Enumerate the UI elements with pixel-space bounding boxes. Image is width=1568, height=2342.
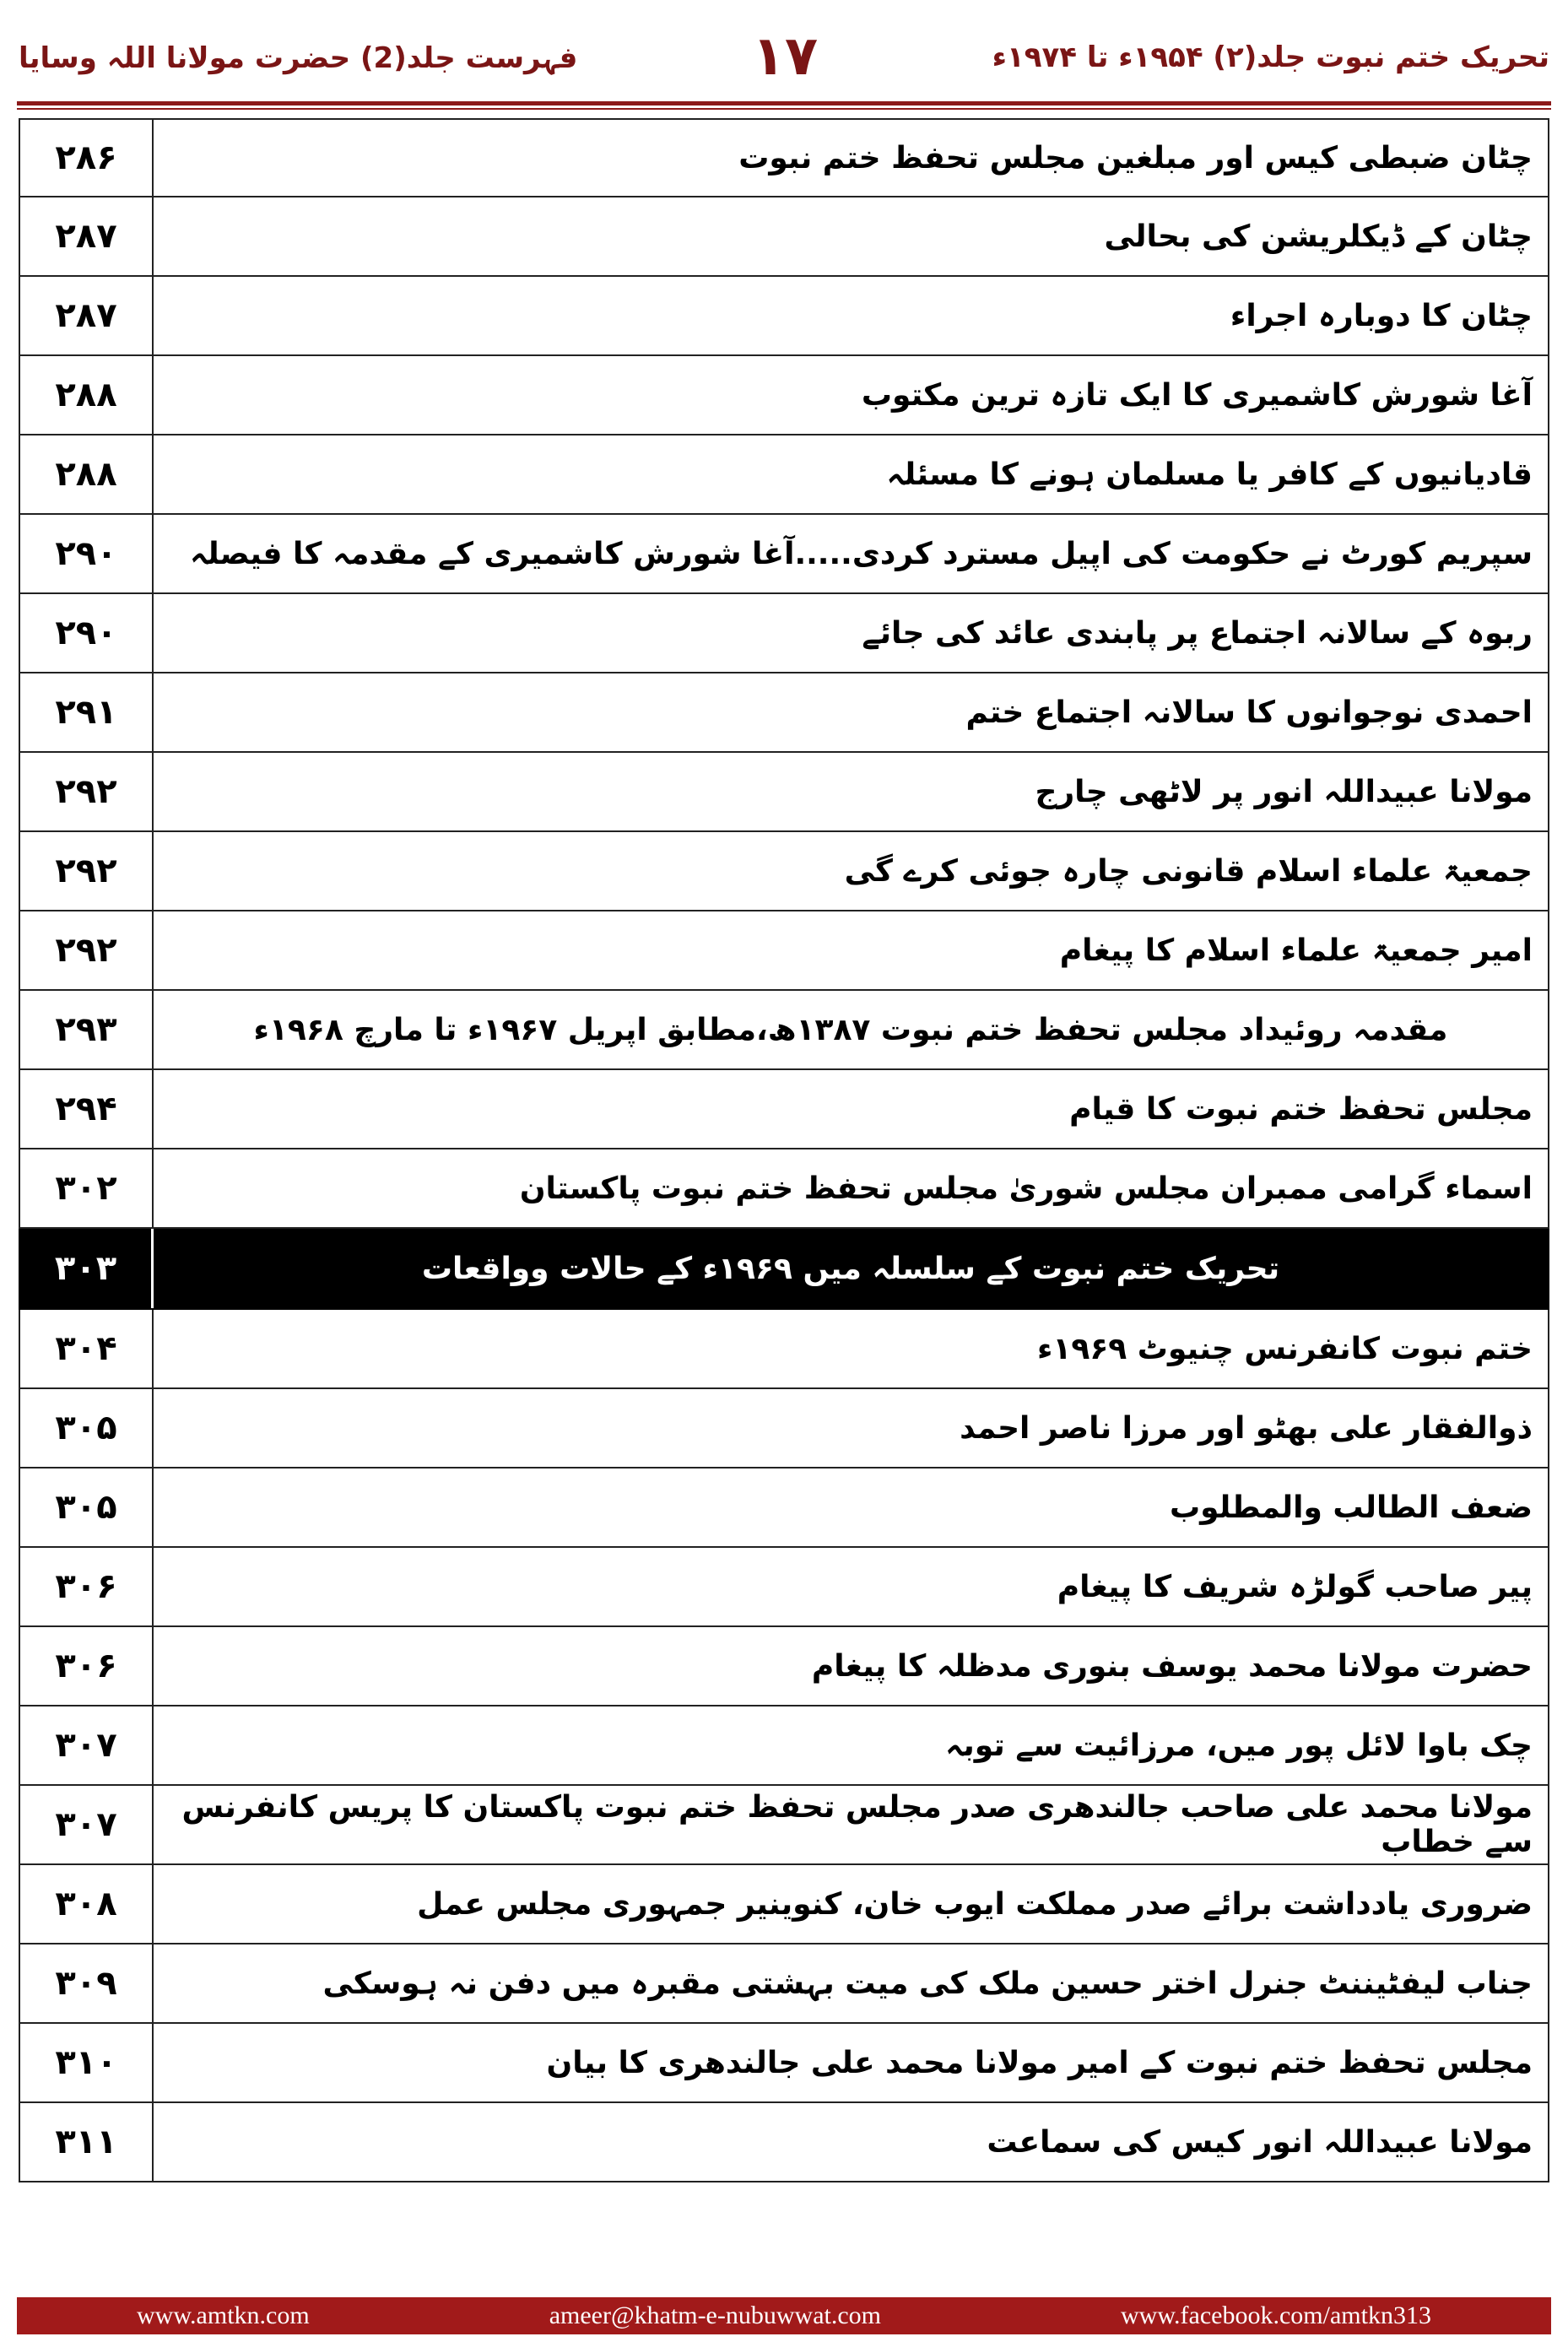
header-book-title: تحریک ختم نبوت جلد(۲) ۱۹۵۴ء تا ۱۹۷۴ء [992, 41, 1549, 74]
toc-row [19, 1389, 1549, 1468]
toc-group-a [19, 118, 1549, 991]
toc-row [19, 197, 1549, 277]
toc-row [19, 2024, 1549, 2103]
toc-page-number: ۲۸۸ [19, 356, 154, 434]
toc-row [19, 753, 1549, 832]
toc-row [19, 1310, 1549, 1389]
footer-website-link[interactable]: www.amtkn.com [137, 2301, 310, 2329]
toc-page-number: ۲۹۱ [19, 673, 154, 751]
footer-email-link[interactable]: ameer@khatm-e-nubuwwat.com [549, 2301, 881, 2329]
toc-row [19, 1786, 1549, 1865]
toc-entry-title: مجلس تحفظ ختم نبوت کے امیر مولانا محمد علی جالندھری کا بیان [154, 2024, 1549, 2101]
toc-entry-title: مولانا محمد علی صاحب جالندھری صدر مجلس تحفظ ختم نبوت پاکستان کا پریس کانفرنس سے خطاب [154, 1786, 1549, 1863]
toc-page-number: ۲۹۲ [19, 911, 154, 989]
toc-page-number: ۲۸۷ [19, 197, 154, 275]
toc-row [19, 594, 1549, 673]
toc-entry-title: ذوالفقار علی بھٹو اور مرزا ناصر احمد [154, 1389, 1549, 1467]
toc-entry-title: مولانا عبیداللہ انور پر لاٹھی چارج [154, 753, 1549, 830]
toc-row [19, 1865, 1549, 1944]
toc-row [19, 1627, 1549, 1706]
toc-entry-title: آغا شورش کاشمیری کا ایک تازہ ترین مکتوب [154, 356, 1549, 434]
toc-entry-title: جمعیۃ علماء اسلام قانونی چارہ جوئی کرے گی [154, 832, 1549, 910]
toc-row [19, 118, 1549, 197]
toc-group-c [19, 1310, 1549, 2182]
toc-entry-title: حضرت مولانا محمد یوسف بنوری مدظلہ کا پیغام [154, 1627, 1549, 1705]
toc-row-centered [19, 991, 1549, 1070]
toc-row [19, 515, 1549, 594]
toc-page-number: ۲۸۸ [19, 435, 154, 513]
toc-page-number: ۳۰۷ [19, 1786, 154, 1863]
toc-page-number: ۲۹۳ [19, 991, 154, 1068]
toc-entry-title: ضعف الطالب والمطلوب [154, 1468, 1549, 1546]
toc-section-page-number: ۳۰۳ [19, 1229, 154, 1308]
toc-page-number: ۳۱۱ [19, 2103, 154, 2181]
toc-entry-title: ربوہ کے سالانہ اجتماع پر پابندی عائد کی جائے [154, 594, 1549, 672]
toc-entry-title: اسماء گرامی ممبران مجلس شوریٰ مجلس تحفظ ختم نبوت پاکستان [154, 1149, 1549, 1227]
toc-row [19, 277, 1549, 356]
toc-row [19, 911, 1549, 991]
footer-facebook-link[interactable]: www.facebook.com/amtkn313 [1121, 2301, 1431, 2329]
toc-group-b [19, 1070, 1549, 1229]
toc-row [19, 1070, 1549, 1149]
header-volume-index: فہرست جلد(2) حضرت مولانا اللہ وسایا [19, 41, 578, 75]
toc-row [19, 832, 1549, 911]
toc-row [19, 1548, 1549, 1627]
header-rule-thin [17, 108, 1551, 110]
toc-entry-title: جناب لیفٹیننٹ جنرل اختر حسین ملک کی میت بہشتی مقبرہ میں دفن نہ ہوسکی [154, 1944, 1549, 2022]
toc-entry-title: مقدمہ روئیداد مجلس تحفظ ختم نبوت ۱۳۸۷ھ،مطابق اپریل ۱۹۶۷ء تا مارچ ۱۹۶۸ء [154, 991, 1549, 1068]
toc-entry-title: چٹان کا دوبارہ اجراء [154, 277, 1549, 354]
toc-page-number: ۳۰۷ [19, 1706, 154, 1784]
toc-page-number: ۳۰۵ [19, 1389, 154, 1467]
toc-entry-title: ضروری یادداشت برائے صدر مملکت ایوب خان، کنوینیر جمہوری مجلس عمل [154, 1865, 1549, 1943]
toc-entry-title: چٹان کے ڈیکلریشن کی بحالی [154, 197, 1549, 275]
toc-entry-title: مولانا عبیداللہ انور کیس کی سماعت [154, 2103, 1549, 2181]
page-footer [17, 2297, 1551, 2334]
toc-section-title: تحریک ختم نبوت کے سلسلہ میں ۱۹۶۹ء کے حالات وواقعات [154, 1229, 1549, 1308]
toc-page-number: ۲۸۷ [19, 277, 154, 354]
toc-entry-title: چک باوا لائل پور میں، مرزائیت سے توبہ [154, 1706, 1549, 1784]
toc-row [19, 1468, 1549, 1548]
header-rule-thick [17, 101, 1551, 105]
toc-entry-title: احمدی نوجوانوں کا سالانہ اجتماع ختم [154, 673, 1549, 751]
table-of-contents [19, 118, 1549, 2182]
toc-row [19, 1149, 1549, 1229]
toc-page-number: ۲۹۴ [19, 1070, 154, 1148]
toc-page-number: ۲۹۲ [19, 832, 154, 910]
page-header [0, 0, 1568, 101]
toc-page-number: ۳۰۹ [19, 1944, 154, 2022]
toc-row [19, 356, 1549, 435]
toc-entry-title: امیر جمعیۃ علماء اسلام کا پیغام [154, 911, 1549, 989]
toc-entry-title: قادیانیوں کے کافر یا مسلمان ہونے کا مسئلہ [154, 435, 1549, 513]
toc-page-number: ۲۹۰ [19, 594, 154, 672]
toc-entry-title: پیر صاحب گولڑہ شریف کا پیغام [154, 1548, 1549, 1625]
toc-row [19, 1706, 1549, 1786]
toc-entry-title: مجلس تحفظ ختم نبوت کا قیام [154, 1070, 1549, 1148]
page-number: ۱۷ [751, 25, 819, 88]
toc-page-number: ۳۰۶ [19, 1548, 154, 1625]
toc-row [19, 2103, 1549, 2182]
toc-row [19, 435, 1549, 515]
toc-entry-title: سپریم کورٹ نے حکومت کی اپیل مسترد کردی.....آغا شورش کاشمیری کے مقدمہ کا فیصلہ [154, 515, 1549, 592]
toc-row [19, 673, 1549, 753]
toc-page-number: ۳۰۶ [19, 1627, 154, 1705]
toc-section-heading-row [19, 1229, 1549, 1310]
toc-page-number: ۳۰۸ [19, 1865, 154, 1943]
toc-page-number: ۲۸۶ [19, 120, 154, 196]
toc-page-number: ۳۰۲ [19, 1149, 154, 1227]
toc-page-number: ۲۹۲ [19, 753, 154, 830]
toc-page-number: ۳۰۵ [19, 1468, 154, 1546]
toc-page-number: ۳۱۰ [19, 2024, 154, 2101]
toc-entry-title: چٹان ضبطی کیس اور مبلغین مجلس تحفظ ختم نبوت [154, 120, 1549, 196]
toc-entry-title: ختم نبوت کانفرنس چنیوٹ ۱۹۶۹ء [154, 1310, 1549, 1387]
toc-page-number: ۲۹۰ [19, 515, 154, 592]
toc-row [19, 1944, 1549, 2024]
toc-page-number: ۳۰۴ [19, 1310, 154, 1387]
